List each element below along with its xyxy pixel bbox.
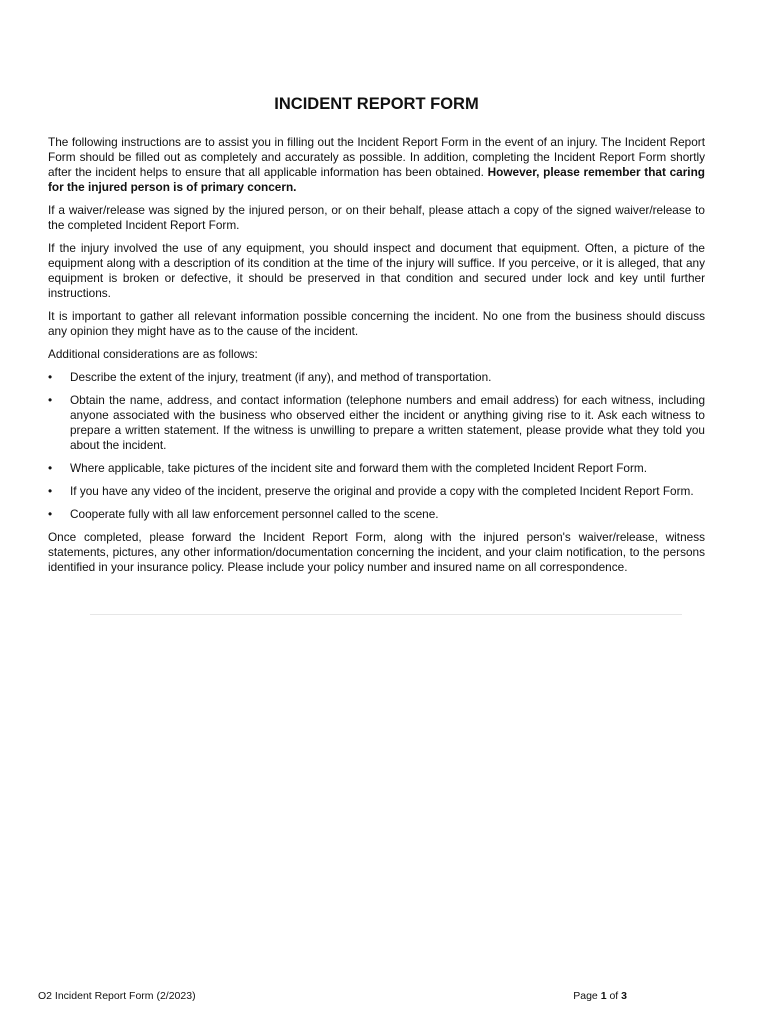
considerations-heading: Additional considerations are as follows: — [48, 347, 258, 361]
bullet-icon: • — [48, 507, 53, 521]
list-item — [48, 393, 705, 453]
list-item-text: Describe the extent of the injury, treatment (if any), and method of transportation. — [70, 370, 492, 384]
list-item — [48, 484, 705, 499]
list-item-text: Obtain the name, address, and contact information (telephone numbers and email address) for each witness, including anyone associated with the business who observed either the incident or anything giving rise to it. Ask each witness to prepare a written statement. If the witness is unwilling to prepare a written statement, please provide what they told you about the incident. — [70, 393, 705, 452]
page-of: of — [609, 990, 619, 1002]
intro-bold-note: However, please remember that caring for the injured person is of primary concern. — [48, 165, 705, 194]
document-body — [48, 94, 705, 583]
page-current: 1 — [600, 990, 607, 1002]
list-item — [48, 370, 705, 385]
list-item-text: Cooperate fully with all law enforcement personnel called to the scene. — [70, 507, 439, 521]
intro-paragraph — [48, 135, 705, 195]
page-word: Page — [573, 990, 598, 1002]
bullet-icon: • — [48, 393, 53, 407]
list-item — [48, 461, 705, 476]
list-item-text: If you have any video of the incident, preserve the original and provide a copy with the completed Incident Report Form. — [70, 484, 694, 498]
considerations-list — [48, 370, 705, 522]
form-title: INCIDENT REPORT FORM — [274, 95, 479, 113]
section-divider — [90, 614, 682, 615]
bullet-icon: • — [48, 370, 53, 384]
intro-text: The following instructions are to assist you in filling out the Incident Report Form in the event of an injury. The Incident Report Form should be filled out as completely and accurately as possible. In addition, completing the Incident Report Form shortly after the incident helps to ensure that all applicable information has been obtained. — [48, 135, 705, 179]
bullet-icon: • — [48, 484, 53, 498]
footer-form-id: O2 Incident Report Form (2/2023) — [38, 990, 196, 1002]
page-total: 3 — [621, 990, 627, 1002]
bullet-icon: • — [48, 461, 53, 475]
list-item — [48, 507, 705, 522]
closing-paragraph: Once completed, please forward the Incident Report Form, along with the injured person's waiver/release, witness statements, pictures, any other information/documentation concerning the incident, and your claim notification, to the persons identified in your insurance policy. Please include your policy number and insured name on all correspondence. — [48, 530, 705, 574]
information-paragraph: It is important to gather all relevant information possible concerning the incident. No one from the business should discuss any opinion they might have as to the cause of the incident. — [48, 309, 705, 338]
waiver-paragraph: If a waiver/release was signed by the injured person, or on their behalf, please attach a copy of the signed waiver/release to the completed Incident Report Form. — [48, 203, 705, 232]
page-number — [573, 990, 627, 1003]
list-item-text: Where applicable, take pictures of the incident site and forward them with the completed Incident Report Form. — [70, 461, 648, 475]
equipment-paragraph: If the injury involved the use of any equipment, you should inspect and document that equipment. Often, a picture of the equipment along with a description of its condition at the time of the injury will suffice. If you perceive, or it is alleged, that any equipment is broken or defective, it should be preserved in that condition and secured under lock and key until further instructions. — [48, 241, 705, 300]
